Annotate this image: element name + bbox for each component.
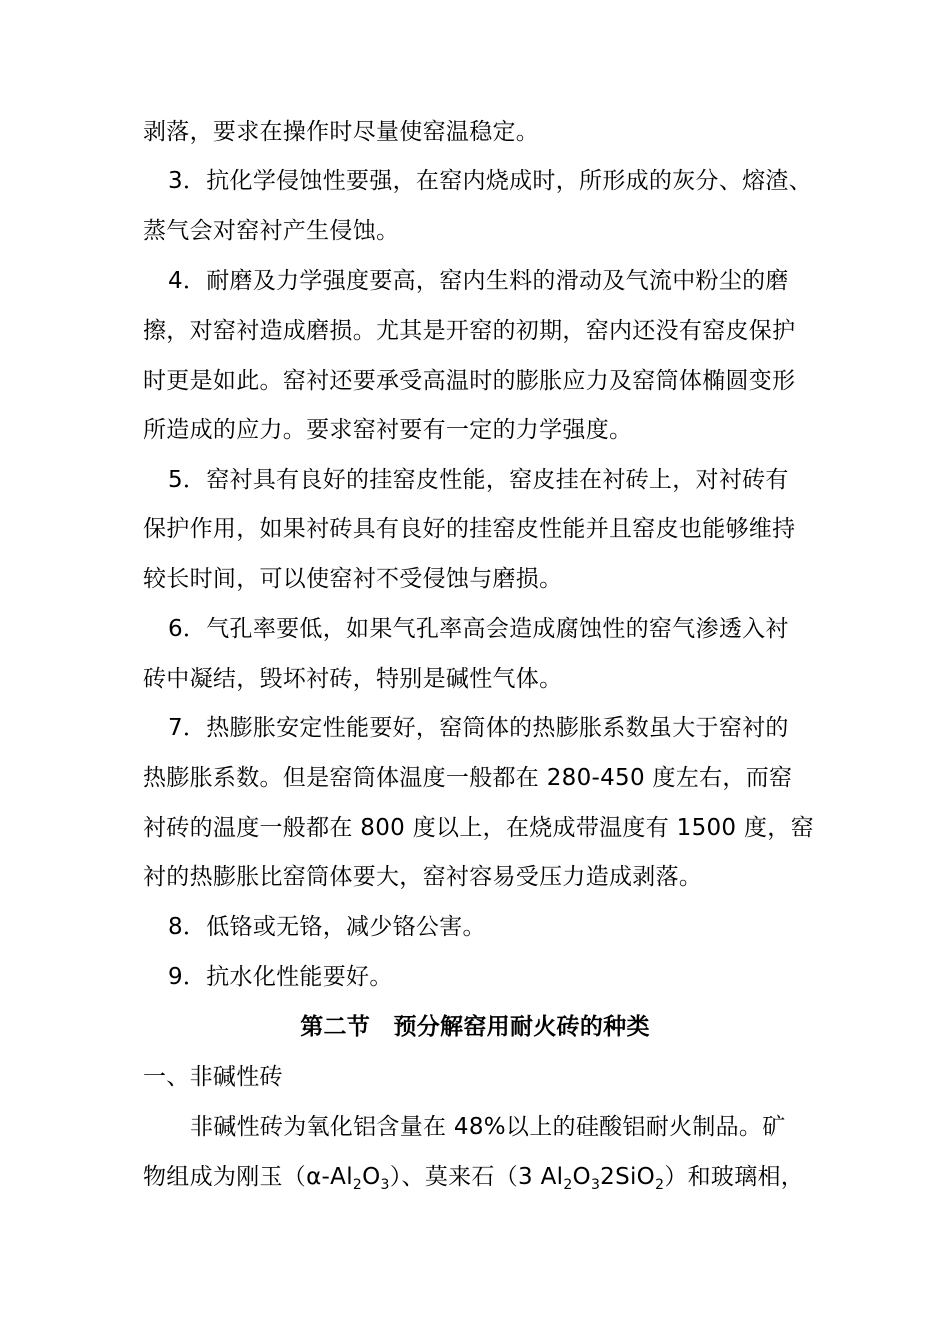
text-line: 保护作用，如果衬砖具有良好的挂窑皮性能并且窑皮也能够维持 [143, 516, 796, 542]
subscript: 2 [655, 1177, 665, 1193]
text-line: 砖中凝结，毁坏衬砖，特别是碱性气体。 [143, 666, 563, 692]
text-fragment: O [362, 1164, 381, 1190]
text-line: 热膨胀系数。但是窑筒体温度一般都在 280-450 度左右，而窑 [143, 765, 793, 791]
text-line: 时更是如此。窑衬还要承受高温时的膨胀应力及窑筒体椭圆变形 [143, 368, 796, 394]
text-line: 所造成的应力。要求窑衬要有一定的力学强度。 [143, 417, 633, 443]
text-fragment: O [572, 1164, 591, 1190]
text-fragment: ）、莫来石（3 Al [389, 1164, 564, 1190]
text-line: 衬砖的温度一般都在 800 度以上，在烧成带温度有 1500 度，窑 [143, 815, 814, 841]
text-line: 非碱性砖为氧化铝含量在 48%以上的硅酸铝耐火制品。矿 [190, 1114, 786, 1140]
text-line: 8．低铬或无铬，减少铬公害。 [168, 914, 486, 940]
text-line: 5．窑衬具有良好的挂窑皮性能，窑皮挂在衬砖上，对衬砖有 [168, 467, 789, 493]
subsection-heading: 一、非碱性砖 [143, 1064, 283, 1090]
subscript: 3 [380, 1177, 390, 1193]
text-line: 剥落，要求在操作时尽量使窑温稳定。 [143, 119, 540, 145]
text-line: 7．热膨胀安定性能要好，窑筒体的热膨胀系数虽大于窑衬的 [168, 715, 789, 741]
text-fragment: 2SiO [600, 1164, 656, 1190]
text-line: 9．抗水化性能要好。 [168, 964, 393, 990]
subscript: 3 [590, 1177, 601, 1193]
text-line: 蒸气会对窑衬产生侵蚀。 [143, 218, 400, 244]
section-heading: 第二节 预分解窑用耐火砖的种类 [300, 1014, 650, 1040]
text-line: 衬的热膨胀比窑筒体要大，窑衬容易受压力造成剥落。 [143, 864, 703, 890]
text-line: 6．气孔率要低，如果气孔率高会造成腐蚀性的窑气渗透入衬 [168, 616, 789, 642]
text-line-with-formula [143, 1162, 804, 1192]
subscript: 2 [352, 1177, 363, 1193]
text-line: 4．耐磨及力学强度要高，窑内生料的滑动及气流中粉尘的磨 [168, 268, 789, 294]
text-fragment: ）和玻璃相， [664, 1164, 805, 1190]
text-line: 3．抗化学侵蚀性要强，在窑内烧成时，所形成的灰分、熔渣、 [168, 168, 813, 194]
text-line: 较长时间，可以使窑衬不受侵蚀与磨损。 [143, 566, 563, 592]
subscript: 2 [563, 1177, 573, 1193]
text-line: 擦，对窑衬造成磨损。尤其是开窑的初期，窑内还没有窑皮保护 [143, 318, 796, 344]
text-fragment: 物组成为刚玉（α-Al [143, 1164, 353, 1190]
